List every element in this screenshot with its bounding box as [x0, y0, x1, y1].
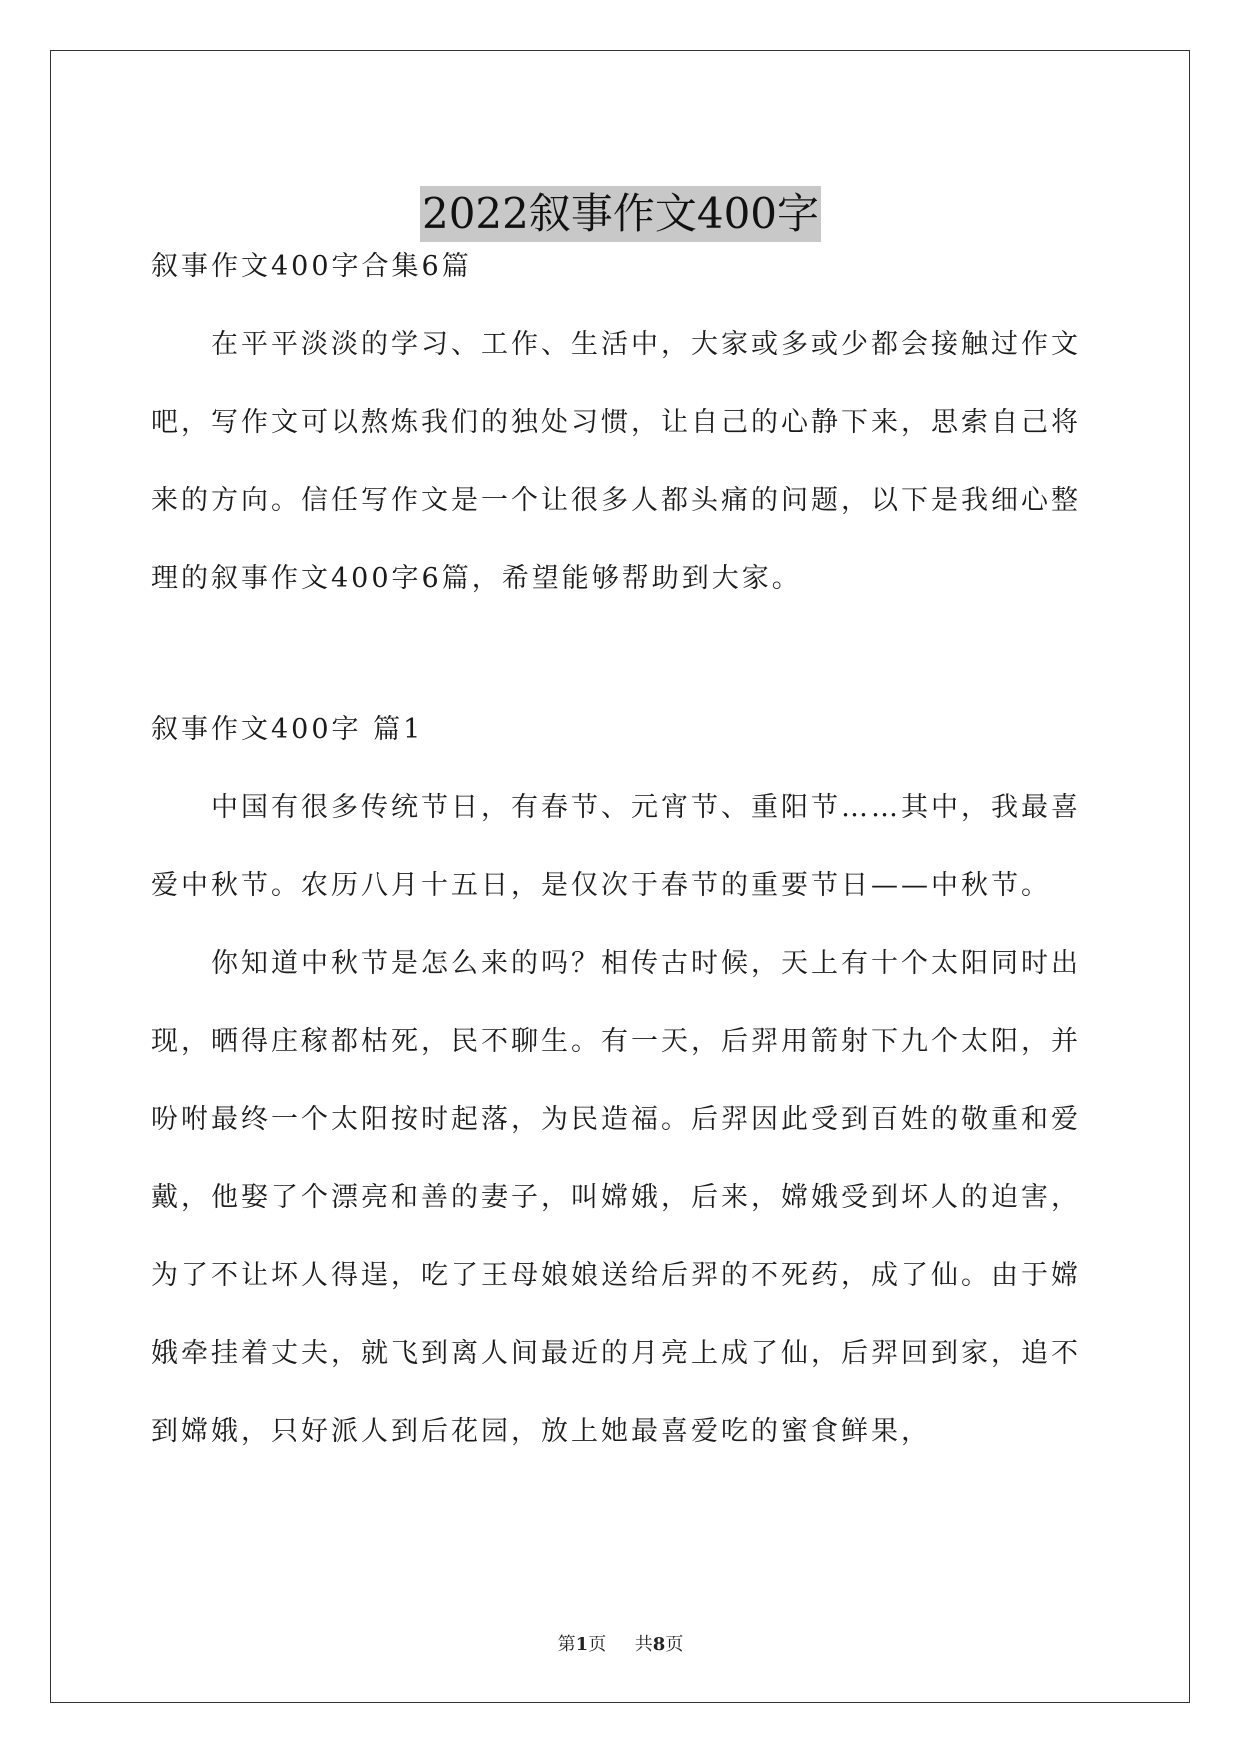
section-gap — [151, 618, 1096, 691]
page-indicator: 第1页 — [557, 1634, 607, 1655]
total-pages-indicator: 共8页 — [634, 1634, 684, 1655]
collection-subtitle: 叙事作文400字合集6篇 — [151, 251, 472, 282]
page-footer — [0, 1630, 1241, 1656]
intro-paragraph: 在平平淡淡的学习、工作、生活中，大家或多或少都会接触过作文吧，写作文可以熬炼我们的独处习惯，让自己的心静下来，思索自己将来的方向。信任写作文是一个让很多人都头痛的问题，以下是我细心整理的叙事作文400字6篇，希望能够帮助到大家。 — [151, 329, 1081, 594]
document-title: 2022叙事作文400字 — [420, 186, 821, 242]
section-heading: 叙事作文400字 篇1 — [151, 714, 424, 745]
body-paragraph: 你知道中秋节是怎么来的吗？相传古时候，天上有十个太阳同时出现，晒得庄稼都枯死，民不聊生。有一天，后羿用箭射下九个太阳，并吩咐最终一个太阳按时起落，为民造福。后羿因此受到百姓的敬重和爱戴，他娶了个漂亮和善的妻子，叫嫦娥，后来，嫦娥受到坏人的迫害，为了不让坏人得逞，吃了王母娘娘送给后羿的不死药，成了仙。由于嫦娥牵挂着丈夫，就飞到离人间最近的月亮上成了仙，后羿回到家，追不到嫦娥，只好派人到后花园，放上她最喜爱吃的蜜食鲜果， — [151, 948, 1081, 1447]
document-body — [151, 228, 1096, 1471]
body-paragraph: 中国有很多传统节日，有春节、元宵节、重阳节……其中，我最喜爱中秋节。农历八月十五日，是仅次于春节的重要节日——中秋节。 — [151, 792, 1081, 901]
